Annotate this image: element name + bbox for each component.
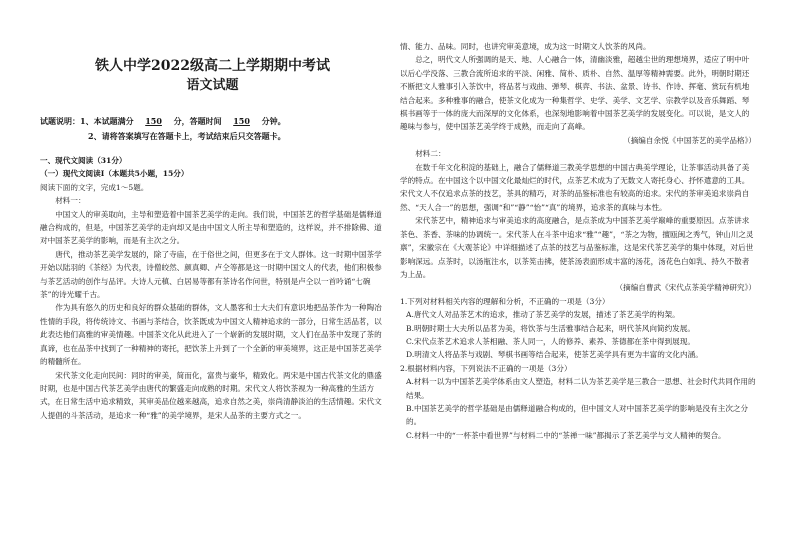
exam-title: 铁人中学2022级高二上学期期中考试 <box>95 58 330 74</box>
exam-subtitle: 语文试题 <box>186 78 239 93</box>
section-heading: 一、现代文阅读（31分） <box>40 156 127 165</box>
question-stem: 1.下列对材料相关内容的理解和分析，不正确的一项是（3分） <box>400 296 610 306</box>
paragraph: 作为具有悠久的历史和良好的群众基础的群体，文人墨客和士大夫们有意识地把品茶作为一种陶冶性情的手段，将传统诗文、书画与茶结合，饮茶既成为中国文人精神追求的一部分，日常生活品茗，以此表达他们高雅的审美情趣。中国茶文化从此进入了一个崭新的发展时期，文人们在品茶中发现了茶的真谛，也在品茶中找到了一种精神的寄托，把饮茶上升到了一个全新的审美境界，这正是中国茶艺美学的精髓所在。 <box>40 303 382 367</box>
subsection-heading: （一）现代文阅读Ⅰ（本题共5小题，15分） <box>40 169 189 179</box>
paragraph: 总之，明代文人所强调的是天、地、人心融合一体，清幽淡雅，超越尘世的理想境界，适应了明中叶以后心学没落、三教合流所追求的平淡、闲雅、简朴、质朴、自然、温厚等精神需要。此外，明朝时期还不断把文人雅事引入茶饮中，将品茗与戏曲、弹琴、棋弈、书法、盆景、诗书、作诗、挥毫、赏玩有机地结合起来。多种雅事的融合，使茶文化成为一种集哲学、史学、美学、文艺学、宗教学以及音乐舞蹈、琴棋书画等于一体的庞大而深厚的文化体系，也深刻地影响着中国茶艺美学的发展变化。可以说，是文人的趣味与参与，使中国茶艺美学终于成熟，而走向了高峰。 <box>400 55 750 132</box>
paragraph: 情、能力、品味。同时，也讲究审美意境，成为这一时期文人饮茶的风尚。 <box>400 42 651 51</box>
question-option: C.材料一中的“一杯茶中看世界”与材料二中的“茶禅一味”都揭示了茶艺美学与文人精神的契合。 <box>406 430 726 440</box>
paragraph: 中国文人的审美取向，主导和塑造着中国茶艺美学的走向。我们说，中国茶艺的哲学基础是儒释道融合构成的，但是，中国茶艺美学的走向却又是由中国文人所主导和塑造的，这样说，并不排除佛、道对中国茶艺美学的影响，而是有主次之分。 <box>40 209 382 246</box>
paragraph: 唐代，推动茶艺美学发展的，除了寺庙，在于俗世之间，但更多在于文人群体。这一时期中国茶学开始以陆羽的《茶经》为代表，诗僧皎然、颜真卿、卢仝等都是这一时期中国文人的代表，他们积极参与茶艺活动的创作与品评。大诗人元稹、白居易等都有茶诗名作问世，特别是卢仝以一首吟诵“七碗茶”的诗光耀千古。 <box>40 249 382 300</box>
question-option: C.宋代点茶艺术追求人茶相融、茶人同一，人的修养、素养、茶德都在茶中得到展现。 <box>406 336 695 346</box>
notice-score: 150 <box>145 116 162 126</box>
paragraph: 宋代茶艺中，精神追求与审美追求的高度融合，是点茶成为中国茶艺美学巅峰的重要原因。点茶讲求茶色、茶香、茶味的协调统一。宋代茶人在斗茶中追求“雅”“趣”，“茶之为物，擅瓯闽之秀气，钟山川之灵禀”，宋徽宗在《大观茶论》中详细描述了点茶的技艺与品鉴标准，这是宋代茶艺美学的集中体现，对后世影响深远。点茶时，以汤瓶注水，以茶筅击拂，使茶汤表面形成丰富的汤花，汤花色白如乳、持久不散者为上品。 <box>400 216 754 279</box>
right-column <box>400 40 756 442</box>
left-column <box>40 40 385 422</box>
exam-notice-line2: 2、请将答案填写在答题卡上，考试结束后只交答题卡。 <box>88 131 286 141</box>
question-stem: 2.根据材料内容，下列说法不正确的一项是（3分） <box>400 363 572 373</box>
material-label: 材料二： <box>415 149 446 159</box>
notice-mid: 分，答题时间 <box>173 116 222 126</box>
spacer <box>40 144 385 154</box>
question-option: B.明朝时期士大夫所以品茗为美，将饮茶与生活雅事结合起来，明代茶风向简约发展。 <box>406 323 695 333</box>
source-citation: （摘编自余悦《中国茶艺的美学品格》） <box>623 135 756 145</box>
material-label: 材料一： <box>55 196 86 206</box>
question-option: B.中国茶艺美学的哲学基础是由儒释道融合构成的，但中国文人对中国茶艺美学的影响是没有主次之分的。 <box>406 403 749 427</box>
reading-instruction: 阅读下面的文字，完成1～5题。 <box>40 182 149 192</box>
question-option: A.材料一以为中国茶艺美学体系由文人塑造，材料二认为茶艺美学是三教合一思想、社会时代共同作用的结果。 <box>406 377 756 400</box>
paragraph: 宋代茶文化走向民间：同时的审美，简而化，富贵与豪华，精致化。两宋是中国古代茶文化的鼎盛时期，也是中国古代茶艺美学由唐代的繁盛走向成熟的时期。宋代文人将饮茶视为一种高雅的生活方式，在日常生活中追求精致，其审美品位越来越高，追求自然之美，崇尚清静淡泊的生活情趣。宋代文人提倡的斗茶活动，是追求一种“雅”的美学境界，是宋人品茶的主要方式之一。 <box>40 370 382 420</box>
source-citation: （摘编自曹武《宋代点茶美学精神研究》） <box>615 283 756 293</box>
question-option: D.明清文人将品茶与戏剧、琴棋书画等结合起来，使茶艺美学具有更为丰富的文化内涵。 <box>406 350 703 360</box>
exam-notice-line1 <box>40 114 385 129</box>
paragraph: 在数千年文化积淀的基础上，融合了儒释道三教美学思想的中国古典美学理论，让茶事活动具备了美学的特点。在中国这个以中国文化最灿烂的时代，点茶艺术成为了无数文人寄托身心、抒怀遣意的工具。宋代文人不仅追求点茶的技艺，茶具的精巧，对茶的品鉴标准也有较高的追求。宋代的茶审美追求崇尚自然、“天人合一”的思想，强调“和”“静”“怡”“真”的境界，追求茶的真味与本性。 <box>400 162 750 212</box>
notice-prefix: 试题说明：1、本试题满分 <box>40 116 134 126</box>
notice-time: 150 <box>233 116 250 126</box>
notice-suffix: 分钟。 <box>261 116 286 126</box>
question-option: A.唐代文人对品茶艺术的追求，推动了茶艺美学的发展，描述了茶艺美学的构架。 <box>406 310 680 320</box>
